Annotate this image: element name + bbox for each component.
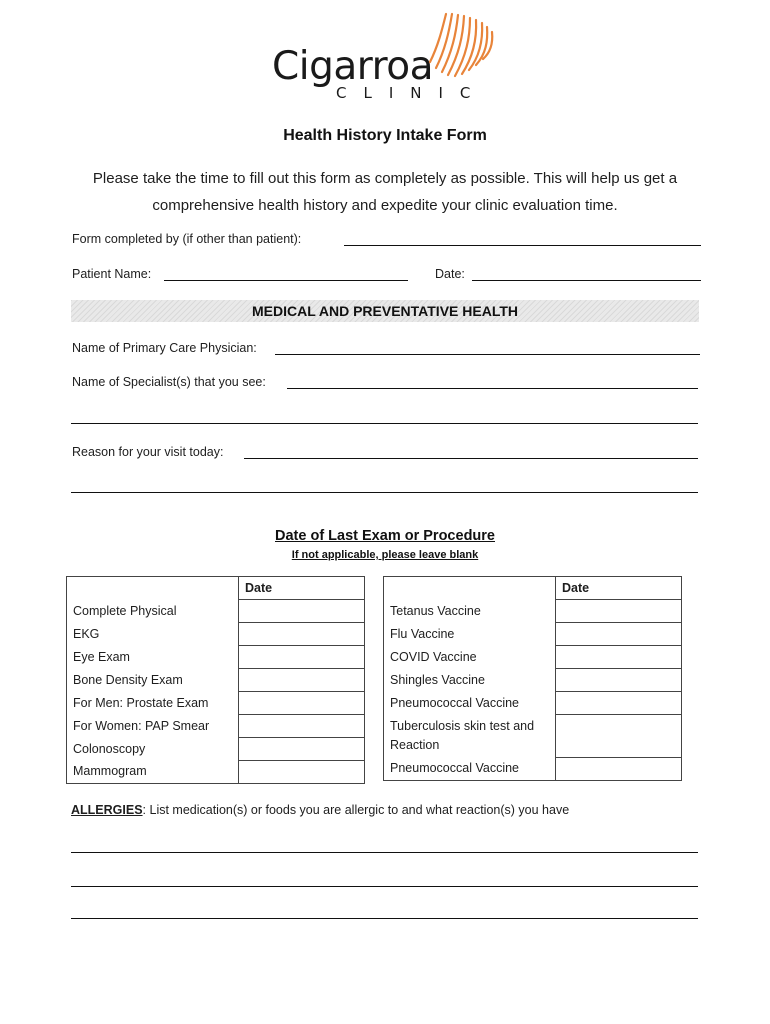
vaccine-date-cell[interactable] (556, 646, 682, 669)
allergies-field-line-2[interactable] (71, 886, 698, 887)
clinic-logo (268, 12, 508, 104)
exam-label: Bone Density Exam (67, 669, 239, 692)
exam-label: Eye Exam (67, 646, 239, 669)
allergies-text: : List medication(s) or foods you are allergic to and what reaction(s) you have (142, 803, 570, 817)
completed-by-field[interactable] (344, 245, 701, 246)
exam-date-cell[interactable] (239, 715, 365, 738)
patient-name-field[interactable] (164, 280, 408, 281)
reason-label: Reason for your visit today: (72, 445, 224, 459)
patient-name-label: Patient Name: (72, 267, 152, 281)
vaccine-date-cell[interactable] (556, 669, 682, 692)
exam-label: For Women: PAP Smear (67, 715, 239, 738)
date-label: Date: (435, 267, 465, 281)
form-title: Health History Intake Form (283, 127, 487, 144)
vaccine-label: COVID Vaccine (384, 646, 556, 669)
exam-label: EKG (67, 623, 239, 646)
vaccine-label: Tuberculosis skin test and Reaction (384, 715, 556, 758)
exam-date-cell[interactable] (239, 646, 365, 669)
exam-date-cell[interactable] (239, 761, 365, 784)
allergies-field-line-1[interactable] (71, 852, 698, 853)
exam-date-cell[interactable] (239, 692, 365, 715)
form-intro: Please take the time to fill out this form as completely as possible. This will help us get a comprehensive health history and expedite your clinic evaluation time. (92, 170, 678, 214)
allergies-label: ALLERGIES (71, 803, 143, 817)
date-field[interactable] (472, 280, 701, 281)
vaccine-label: Tetanus Vaccine (384, 600, 556, 623)
primary-care-label: Name of Primary Care Physician: (72, 341, 257, 355)
vaccine-date-cell[interactable] (556, 623, 682, 646)
specialists-field[interactable] (287, 388, 698, 389)
vaccine-label: Shingles Vaccine (384, 669, 556, 692)
table-header-blank (384, 577, 556, 600)
allergies-field-line-3[interactable] (71, 918, 698, 919)
completed-by-label: Form completed by (if other than patient): (72, 232, 302, 246)
exam-date-cell[interactable] (239, 738, 365, 761)
vaccine-date-cell[interactable] (556, 600, 682, 623)
vaccine-date-cell[interactable] (556, 758, 682, 781)
table-header-blank (67, 577, 239, 600)
vaccine-label: Pneumococcal Vaccine (384, 758, 556, 781)
exam-label: Colonoscopy (67, 738, 239, 761)
date-column-header: Date (239, 577, 365, 600)
vaccine-label: Pneumococcal Vaccine (384, 692, 556, 715)
exam-date-cell[interactable] (239, 600, 365, 623)
exams-note: If not applicable, please leave blank (291, 549, 479, 561)
primary-care-field[interactable] (275, 354, 700, 355)
logo-heart-mark-icon (428, 12, 498, 78)
exams-table-right (383, 576, 682, 781)
vaccine-date-cell[interactable] (556, 715, 682, 758)
exam-date-cell[interactable] (239, 669, 365, 692)
section-header: MEDICAL AND PREVENTATIVE HEALTH (71, 300, 699, 322)
reason-field[interactable] (244, 458, 698, 459)
exam-date-cell[interactable] (239, 623, 365, 646)
exam-label: Complete Physical (67, 600, 239, 623)
vaccine-label: Flu Vaccine (384, 623, 556, 646)
vaccine-date-cell[interactable] (556, 692, 682, 715)
allergies-instructions (71, 803, 569, 817)
logo-subtitle: CLINIC (336, 84, 488, 102)
date-column-header: Date (556, 577, 682, 600)
reason-field-line-2[interactable] (71, 492, 698, 493)
specialists-field-line-2[interactable] (71, 423, 698, 424)
exams-title: Date of Last Exam or Procedure (275, 528, 495, 544)
exam-label: For Men: Prostate Exam (67, 692, 239, 715)
specialists-label: Name of Specialist(s) that you see: (72, 375, 266, 389)
exam-label: Mammogram (67, 761, 239, 784)
exams-table-left (66, 576, 365, 784)
logo-name: Cigarroa (272, 44, 434, 89)
